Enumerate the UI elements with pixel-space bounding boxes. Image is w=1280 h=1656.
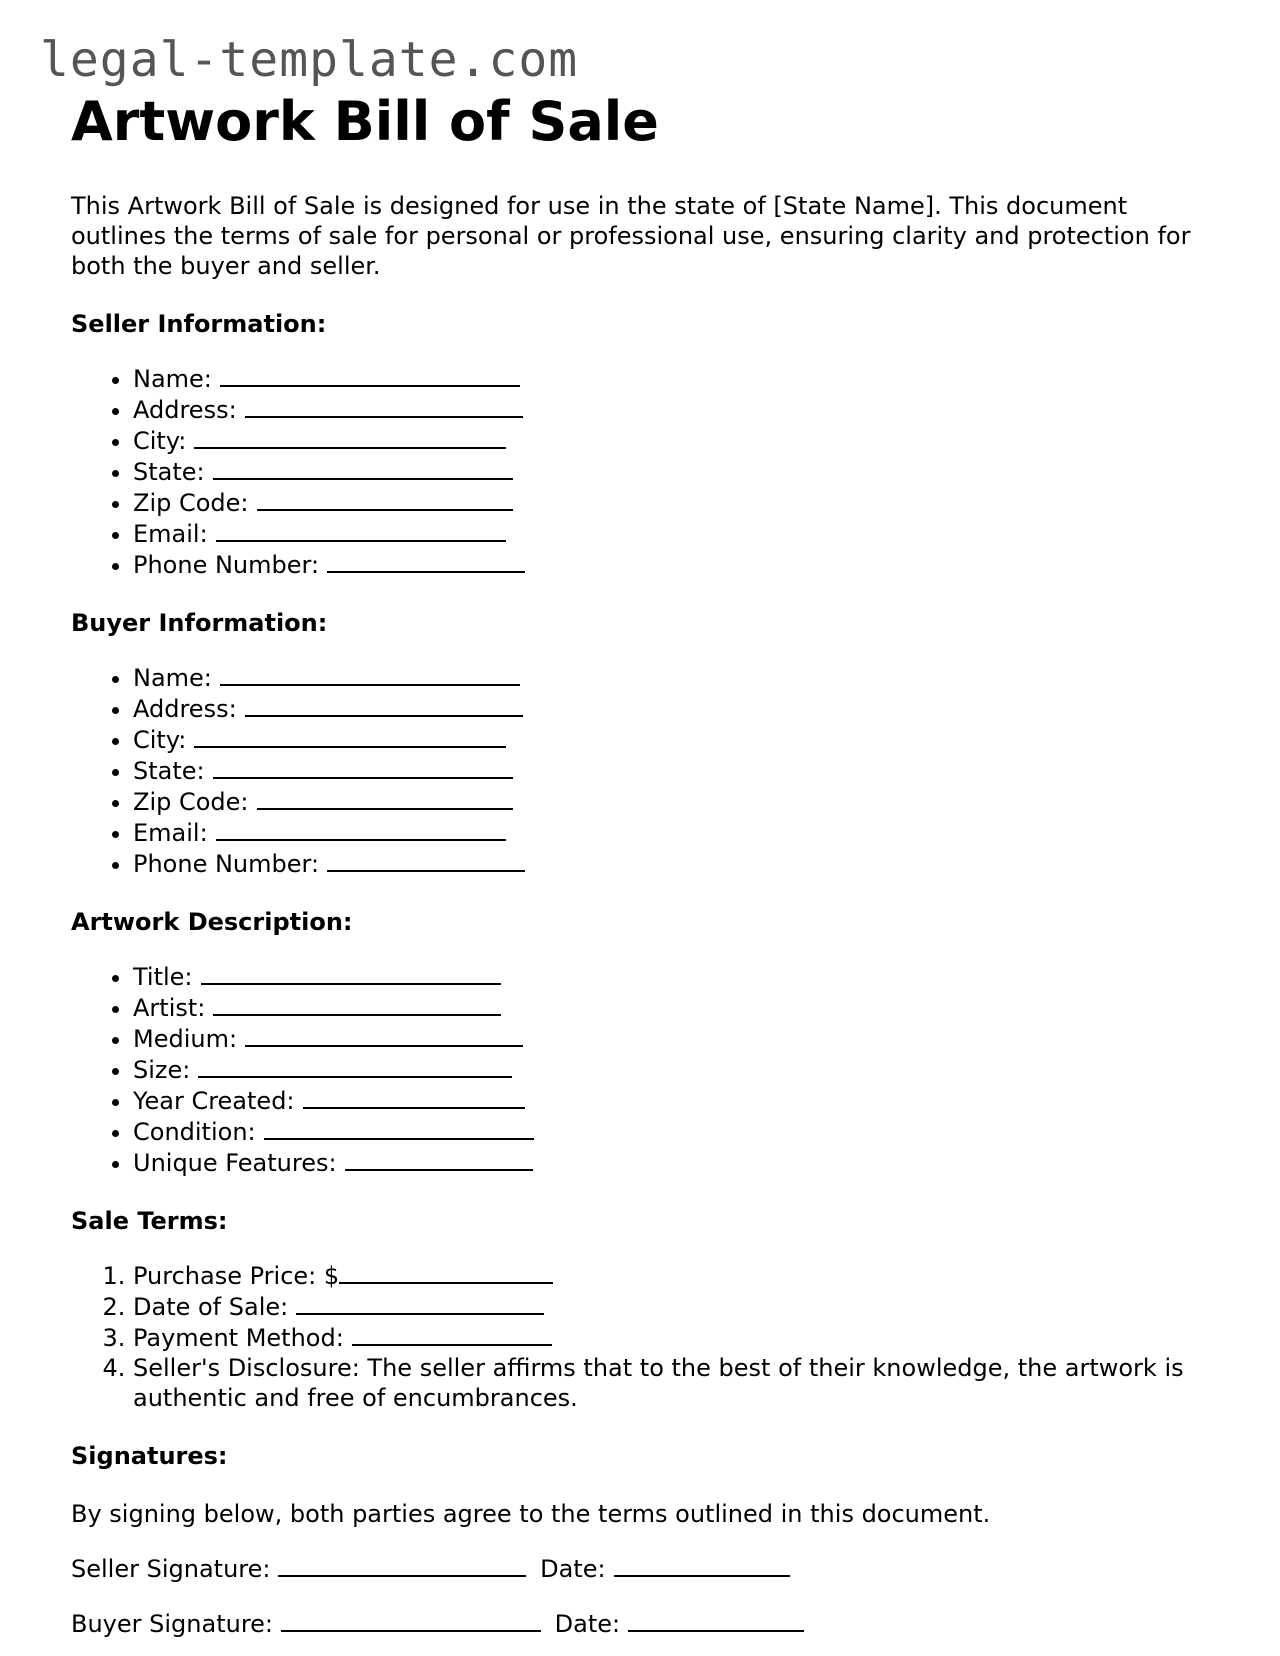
blank-line[interactable] [220, 662, 520, 686]
purchase-price-field: 1. Purchase Price: $ [133, 1260, 1221, 1291]
payment-method-field: 3. Payment Method: [133, 1322, 1221, 1353]
blank-line[interactable] [213, 755, 513, 779]
terms-list [71, 1260, 1221, 1413]
blank-line[interactable] [216, 518, 506, 542]
seller-city-field: • City: [133, 425, 1221, 456]
seller-name-field: • Name: [133, 363, 1221, 394]
buyer-phone-field: • Phone Number: [133, 848, 1221, 879]
blank-line[interactable] [264, 1116, 534, 1140]
blank-line[interactable] [201, 961, 501, 985]
buyer-fields [71, 662, 1221, 879]
buyer-email-field: • Email: [133, 817, 1221, 848]
blank-line[interactable] [327, 848, 525, 872]
seller-state-field: • State: [133, 456, 1221, 487]
document-page [71, 92, 1221, 1639]
buyer-city-field: • City: [133, 724, 1221, 755]
intro-paragraph: This Artwork Bill of Sale is designed for use in the state of [State Name]. This document outlines the terms of sale for personal or professional use, ensuring clarity and protection for both the buyer and seller. [71, 192, 1191, 281]
seller-fields [71, 363, 1221, 580]
blank-line[interactable] [296, 1291, 544, 1315]
terms-heading: Sale Terms: [71, 1207, 228, 1236]
blank-line[interactable] [194, 724, 506, 748]
blank-line[interactable] [213, 456, 513, 480]
blank-line[interactable] [345, 1147, 533, 1171]
document-title: Artwork Bill of Sale [71, 90, 659, 153]
blank-line[interactable] [257, 786, 513, 810]
seller-email-field: • Email: [133, 518, 1221, 549]
signature-statement: By signing below, both parties agree to the terms outlined in this document. [71, 1500, 991, 1529]
seller-signature-line[interactable] [278, 1553, 526, 1577]
signatures-heading: Signatures: [71, 1442, 228, 1471]
blank-line[interactable] [213, 992, 501, 1016]
artwork-heading: Artwork Description: [71, 908, 353, 937]
buyer-heading: Buyer Information: [71, 609, 328, 638]
artwork-features-field: • Unique Features: [133, 1147, 1221, 1178]
artwork-year-field: • Year Created: [133, 1085, 1221, 1116]
blank-line[interactable] [220, 363, 520, 387]
artwork-title-field: • Title: [133, 961, 1221, 992]
buyer-signature-line[interactable] [281, 1608, 541, 1632]
blank-line[interactable] [352, 1322, 552, 1346]
date-of-sale-field: 2. Date of Sale: [133, 1291, 1221, 1322]
buyer-zip-field: • Zip Code: [133, 786, 1221, 817]
blank-line[interactable] [327, 549, 525, 573]
watermark: legal-template.com [40, 32, 579, 88]
blank-line[interactable] [339, 1260, 553, 1284]
seller-address-field: • Address: [133, 394, 1221, 425]
seller-date-line[interactable] [614, 1553, 790, 1577]
artwork-fields [71, 961, 1221, 1178]
blank-line[interactable] [216, 817, 506, 841]
seller-disclosure: 4. Seller's Disclosure: The seller affirms that to the best of their knowledge, the artwork is authentic and free of encumbrances. [133, 1353, 1221, 1413]
blank-line[interactable] [194, 425, 506, 449]
blank-line[interactable] [198, 1054, 512, 1078]
seller-zip-field: • Zip Code: [133, 487, 1221, 518]
buyer-name-field: • Name: [133, 662, 1221, 693]
blank-line[interactable] [245, 693, 523, 717]
seller-heading: Seller Information: [71, 310, 327, 339]
artwork-artist-field: • Artist: [133, 992, 1221, 1023]
buyer-state-field: • State: [133, 755, 1221, 786]
seller-signature-row: Seller Signature: Date: [71, 1553, 1221, 1584]
blank-line[interactable] [303, 1085, 525, 1109]
artwork-medium-field: • Medium: [133, 1023, 1221, 1054]
buyer-address-field: • Address: [133, 693, 1221, 724]
blank-line[interactable] [257, 487, 513, 511]
artwork-condition-field: • Condition: [133, 1116, 1221, 1147]
artwork-size-field: • Size: [133, 1054, 1221, 1085]
blank-line[interactable] [245, 1023, 523, 1047]
buyer-date-line[interactable] [628, 1608, 804, 1632]
buyer-signature-row: Buyer Signature: Date: [71, 1608, 1221, 1639]
blank-line[interactable] [245, 394, 523, 418]
seller-phone-field: • Phone Number: [133, 549, 1221, 580]
